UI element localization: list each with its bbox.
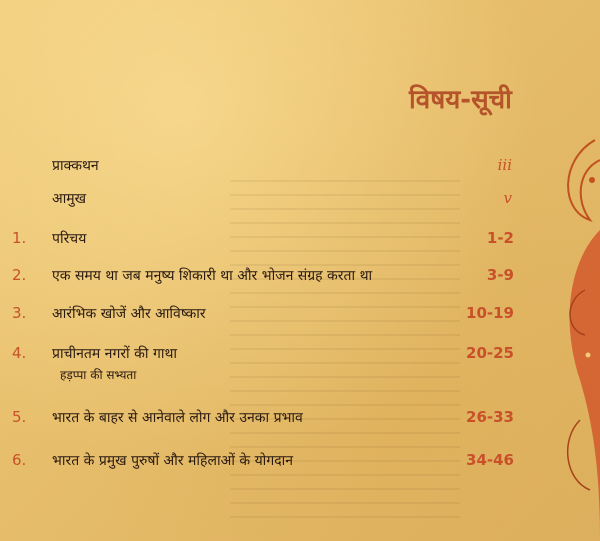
toc-entry-pages: v — [503, 189, 512, 207]
toc-entry-label: प्राचीनतम नगरों की गाथा — [52, 346, 178, 362]
toc-entry-3[interactable] — [0, 304, 600, 326]
decorative-swirl — [540, 120, 600, 541]
page-title: विषय-सूची — [409, 85, 512, 115]
toc-entry-number: 6. — [12, 451, 27, 469]
toc-entry-label: भारत के प्रमुख पुरुषों और महिलाओं के योगदान — [52, 453, 294, 469]
toc-entry-sublabel: हड़प्पा की सभ्यता — [60, 368, 137, 382]
toc-entry-number: 4. — [12, 344, 27, 362]
toc-entry-label: एक समय था जब मनुष्य शिकारी था और भोजन संग्रह करता था — [52, 268, 373, 284]
toc-entry-pages: 34-46 — [466, 451, 514, 469]
toc-entry-label: परिचय — [52, 231, 87, 247]
toc-entry-number: 2. — [12, 266, 27, 284]
toc-entry-pages: 3-9 — [486, 266, 514, 284]
toc-entry-number: 3. — [12, 304, 27, 322]
toc-entry-2[interactable] — [0, 266, 600, 288]
toc-entry-6[interactable] — [0, 451, 600, 473]
toc-entry-number: 5. — [12, 408, 27, 426]
toc-entry-pages: 10-19 — [466, 304, 514, 322]
toc-entry-number: 1. — [12, 229, 27, 247]
toc-entry-pages: 26-33 — [466, 408, 514, 426]
toc-entry-label: आमुख — [52, 191, 87, 207]
toc-entry-label: भारत के बाहर से आनेवाले लोग और उनका प्रभाव — [52, 410, 303, 426]
toc-entry-preface[interactable] — [0, 156, 600, 178]
toc-entry-4[interactable] — [0, 344, 600, 384]
toc-entry-foreword[interactable] — [0, 189, 600, 211]
toc-entry-pages: 20-25 — [466, 344, 514, 362]
toc-entry-pages: 1-2 — [486, 229, 514, 247]
toc-entry-label: प्राक्कथन — [52, 158, 99, 174]
toc-entry-5[interactable] — [0, 408, 600, 430]
toc-entry-1[interactable] — [0, 229, 600, 251]
toc-entry-pages: iii — [497, 156, 512, 174]
toc-entry-label: आरंभिक खोजें और आविष्कार — [52, 306, 206, 322]
